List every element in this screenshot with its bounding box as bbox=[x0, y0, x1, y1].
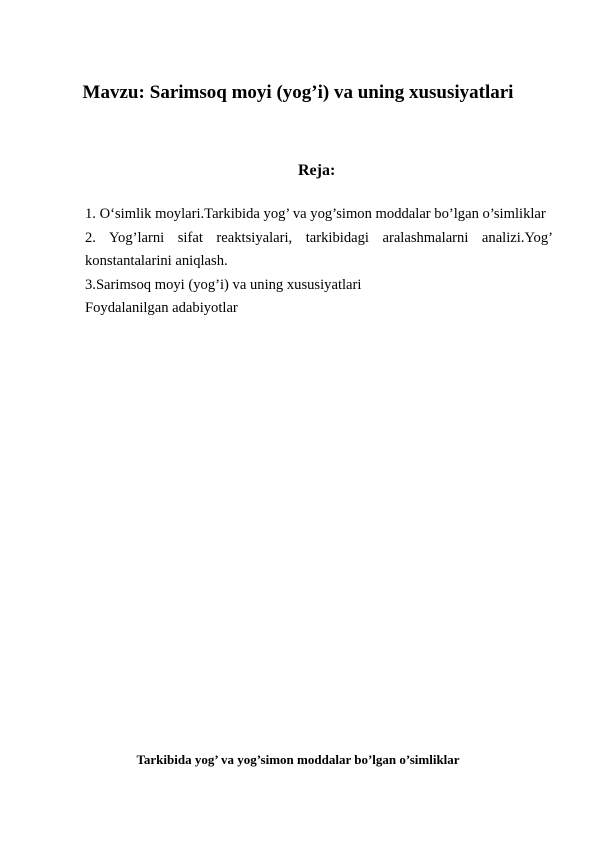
plan-item-references: Foydalanilgan adabiyotlar bbox=[85, 300, 238, 316]
plan-item-1: 1. O‘simlik moylari.Tarkibida yog’ va yog’simon moddalar bo’lgan o’simliklar bbox=[85, 206, 546, 222]
plan-list bbox=[85, 203, 553, 321]
plan-item-3: 3.Sarimsoq moyi (yog’i) va uning xususiyatlari bbox=[85, 276, 362, 293]
title-prefix: Mavzu: bbox=[82, 82, 145, 103]
plan-item-2: 2. Yog’larni sifat reaktsiyalari, tarkibidagi aralashmalarni analizi.Yog’ konstantalarini aniqlash. bbox=[85, 229, 553, 269]
page-title bbox=[0, 82, 596, 104]
plan-heading: Reja: bbox=[298, 162, 336, 179]
title-text: Sarimsoq moyi (yog’i) va uning xususiyatlari bbox=[149, 82, 514, 103]
section-heading: Tarkibida yog’ va yog’simon moddalar bo’lgan o’simliklar bbox=[136, 752, 460, 767]
